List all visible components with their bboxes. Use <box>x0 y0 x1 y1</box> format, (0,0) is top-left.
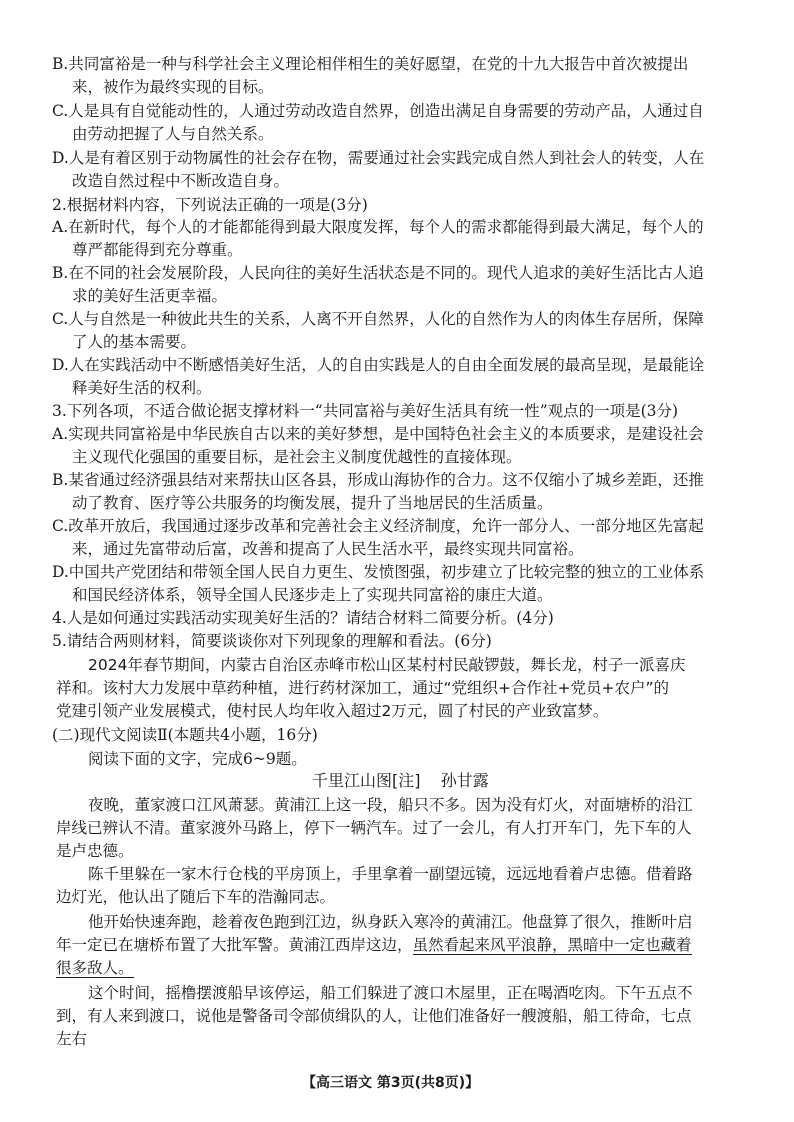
q2-option-c-line2: 了人的基本需要。 <box>72 333 197 351</box>
q3-option-d-line1: D.中国共产党团结和带领全国人民自力更生、发愤图强，初步建立了比较完整的独立的工业体系 <box>52 563 705 581</box>
q1-option-d-line2: 改造自然过程中不断改造自身。 <box>72 172 290 190</box>
q3-option-b-line1: B.某省通过经济强县结对来帮扶山区各县，形成山海协作的合力。这不仅缩小了城乡差距，还推 <box>52 471 704 489</box>
page-footer: 【高三语文 第3页(共8页)】 <box>302 1075 480 1091</box>
story-p1-line2: 岸线已辨认不清。董家渡外马路上，停下一辆汽车。过了一会儿，有人打开车门，先下车的人 <box>56 819 692 837</box>
story-p3-line3 <box>56 957 134 979</box>
story-p1-line1: 夜晚，董家渡口江风萧瑟。黄浦江上这一段，船只不多。因为没有灯火，对面塘桥的沿江 <box>88 796 693 814</box>
q2-option-b-line1: B.在不同的社会发展阶段，人民向往的美好生活状态是不同的。现代人追求的美好生活比古人追 <box>52 264 704 282</box>
q2-option-a-line2: 尊严都能得到充分尊重。 <box>72 241 243 259</box>
q1-option-b-line1: B.共同富裕是一种与科学社会主义理论相伴相生的美好愿望，在党的十九大报告中首次被提出 <box>52 55 689 73</box>
q5-material-line2: 祥和。该村大力发展中草药种植，进行药材深加工，通过“党组织+合作社+党员+农户”的 <box>56 679 670 697</box>
q4-stem: 4.人是如何通过实践活动实现美好生活的？请结合材料二简要分析。(4分) <box>52 609 554 627</box>
q2-option-d-line1: D.人在实践活动中不断感悟美好生活，人的自由实践是人的自由全面发展的最高呈现，是最能诠 <box>52 356 705 374</box>
story-p2-line2: 边灯光，他认出了随后下车的浩瀚同志。 <box>56 888 336 906</box>
q2-stem: 2.根据材料内容，下列说法正确的一项是(3分) <box>52 196 368 214</box>
story-p1-line3: 是卢忠德。 <box>56 842 134 860</box>
story-title-text: 千里江山图[注] <box>312 771 421 790</box>
q3-stem: 3.下列各项，不适合做论据支撑材料一“共同富裕与美好生活具有统一性”观点的一项是(3分) <box>52 402 679 420</box>
q1-option-b-line2: 来，被作为最终实现的目标。 <box>72 78 274 96</box>
q1-option-c-line1: C.人是具有自觉能动性的，人通过劳动改造自然界，创造出满足自身需要的劳动产品，人通过自 <box>52 102 704 120</box>
q3-option-b-line2: 动了教育、医疗等公共服务的均衡发展，提升了当地居民的生活质量。 <box>72 494 553 512</box>
q2-option-c-line1: C.人与自然是一种彼此共生的关系，人离不开自然界，人化的自然作为人的肉体生存居所，保障 <box>52 310 704 328</box>
underlined-sentence-part1: 虽然看起来风平浪静，黑暗中一定也藏着 <box>412 936 692 954</box>
q5-material-line1: 2024年春节期间，内蒙古自治区赤峰市松山区某村村民敲锣鼓，舞长龙，村子一派喜庆 <box>88 656 686 674</box>
q2-option-b-line2: 求的美好生活更幸福。 <box>72 287 228 305</box>
q5-material-line3: 党建引领产业发展模式，使村民人均年收入超过2万元，圆了村民的产业致富梦。 <box>56 702 609 720</box>
story-p4-line2: 到，有人来到渡口，说他是警备司令部侦缉队的人，让他们准备好一艘渡船，船工待命，七点 <box>56 1007 692 1025</box>
story-p2-line1: 陈千里躲在一家木行仓栈的平房顶上，手里拿着一副望远镜，远远地看着卢忠德。借着路 <box>88 865 693 883</box>
reading-instruction: 阅读下面的文字，完成6~9题。 <box>88 750 307 768</box>
q3-option-c-line2: 来，通过先富带动后富，改善和提高了人民生活水平，最终实现共同富裕。 <box>72 540 584 558</box>
story-author: 孙甘露 <box>440 771 489 790</box>
underlined-sentence-part2: 很多敌人。 <box>56 959 134 977</box>
q1-option-c-line2: 由劳动把握了人与自然关系。 <box>72 125 274 143</box>
q3-option-c-line1: C.改革开放后，我国通过逐步改革和完善社会主义经济制度，允许一部分人、一部分地区先富起 <box>52 517 704 535</box>
story-p3-line2-plain: 年一定已在塘桥布置了大批军警。黄浦江西岸这边， <box>56 936 413 954</box>
story-p4-line3: 左右 <box>56 1030 88 1048</box>
q3-option-a-line2: 主义现代化强国的重要目标，是社会主义制度优越性的直接体现。 <box>72 448 522 466</box>
q3-option-d-line2: 和国民经济体系，领导全国人民逐步走上了实现共同富裕的康庄大道。 <box>72 586 553 604</box>
q2-option-a-line1: A.在新时代，每个人的才能都能得到最大限度发挥，每个人的需求都能得到最大满足，每个人的 <box>52 218 704 236</box>
q1-option-d-line1: D.人是有着区别于动物属性的社会存在物，需要通过社会实践完成自然人到社会人的转变，人在 <box>52 149 705 167</box>
section-heading: (二)现代文阅读Ⅱ(本题共4小题，16分) <box>52 726 318 744</box>
story-title <box>312 770 489 792</box>
story-p3-line1: 他开始快速奔跑，趁着夜色跑到江边，纵身跃入寒冷的黄浦江。他盘算了很久，推断叶启 <box>88 913 693 931</box>
story-p3-line2 <box>56 934 692 956</box>
q5-stem: 5.请结合两则材料，简要谈谈你对下列现象的理解和看法。(6分) <box>52 632 492 650</box>
q2-option-d-line2: 释美好生活的权利。 <box>72 379 212 397</box>
story-p4-line1: 这个时间，摇橹摆渡船早该停运，船工们躲进了渡口木屋里，正在喝酒吃肉。下午五点不 <box>88 984 693 1002</box>
q3-option-a-line1: A.实现共同富裕是中华民族自古以来的美好梦想，是中国特色社会主义的本质要求，是建设社会 <box>52 425 704 443</box>
